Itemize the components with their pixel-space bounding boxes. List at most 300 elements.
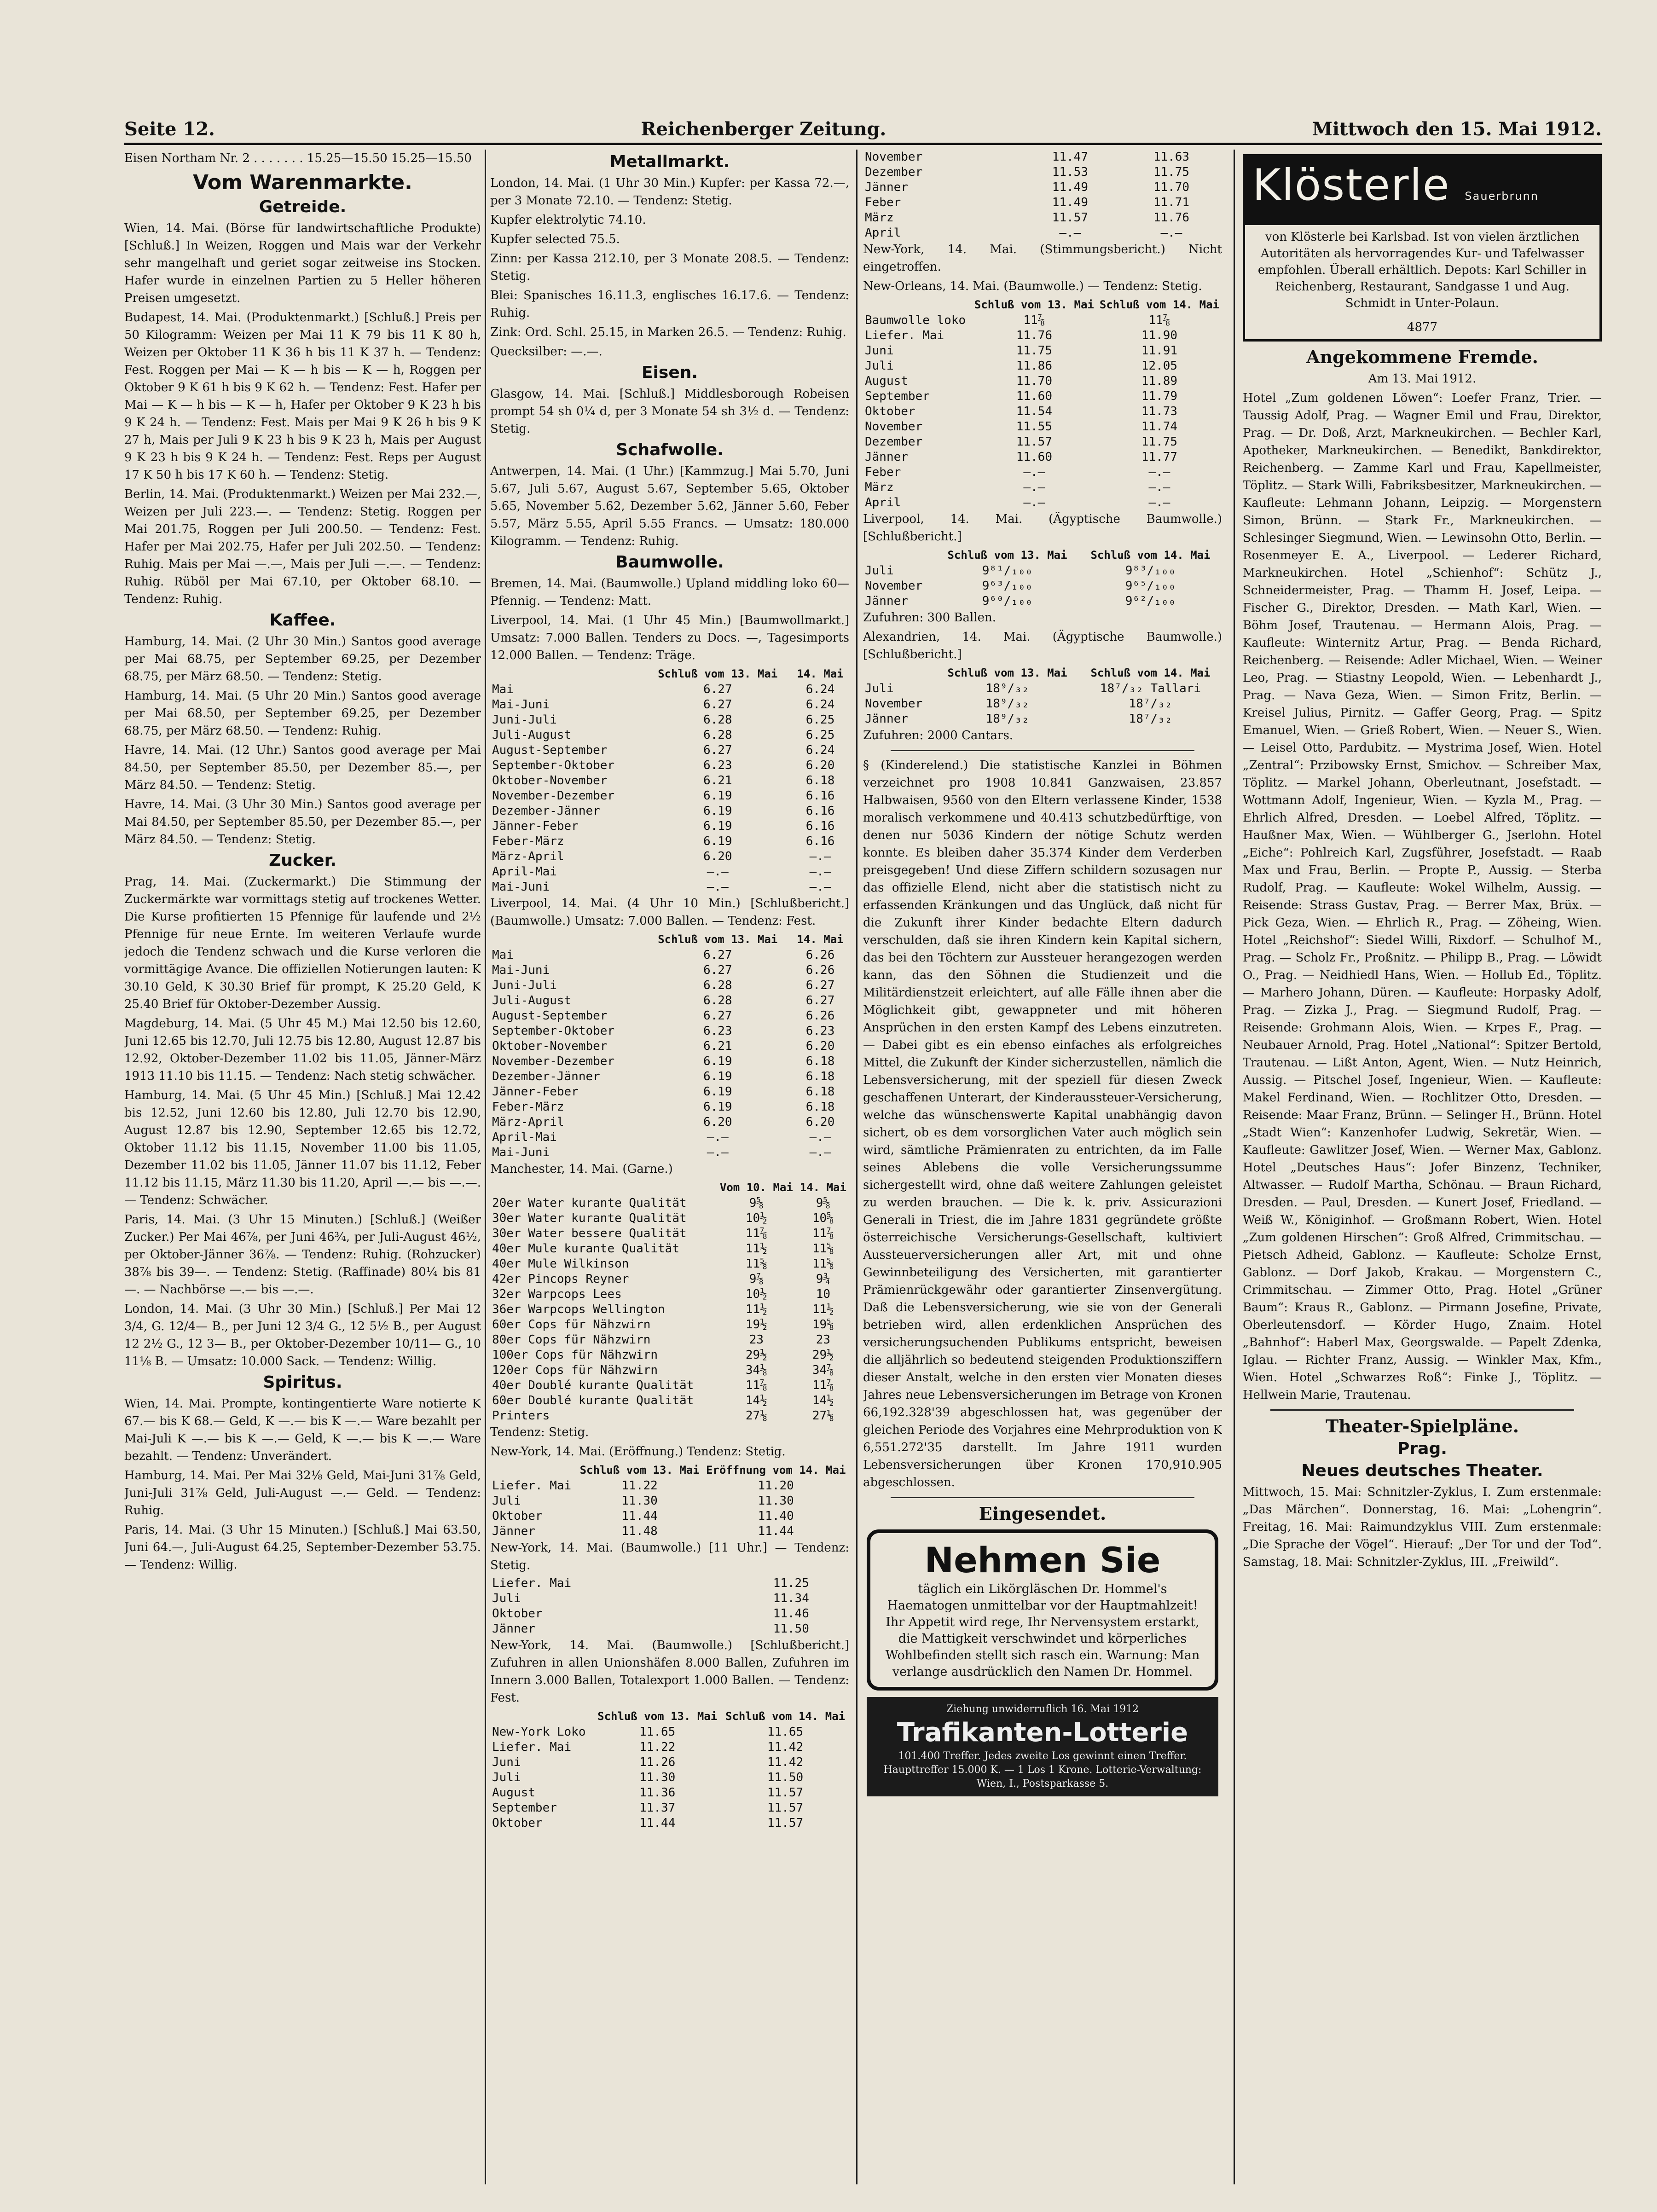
theater-city: Prag. [1397,1439,1447,1458]
intro-line: Eisen Northam Nr. 2 . . . . . . . 15.25—15.50 15.25—15.50 [124,151,472,165]
market-report: Liverpool, 14. Mai. (4 Uhr 10 Min.) [Schlußbericht.] (Baumwolle.) Umsatz: 7.000 Ballen. — Tendenz: Fest. [490,897,849,928]
table-value-cell: 6.27 [703,1009,732,1023]
table-value-cell: 11.30 [639,1771,676,1784]
table-label-cell: Juli [492,1771,521,1784]
table-value-cell: 6.28 [703,979,732,992]
table-header-cell: Schluß vom 14. Mai [1090,666,1211,679]
table-value-cell: 9⁸¹/₁₀₀ [982,564,1033,578]
table-value-cell: 9⁸³/₁₀₀ [1125,564,1176,578]
subsection-title: Metallmarkt. [609,152,730,171]
table-label-cell: November [865,150,923,164]
column-3 [863,150,1222,2184]
table-label-cell: Feber [865,465,901,479]
table-row [490,1509,849,1524]
market-report: Manchester, 14. Mai. (Garne.) [490,1162,673,1176]
table-row [490,1039,849,1054]
table-label-cell: Juni-Juli [492,713,557,727]
market-report: Quecksilber: —.—. [490,345,603,359]
price-table [490,1462,849,1539]
advert-text: von Klösterle bei Karlsbad. Ist von vielen ärztlichen Autoritäten als hervorragendes Kur- und Tafelwasser empfohlen. Überall erhältlich. Depots: Karl Schiller in Reichenberg, Restaurant, Sandgasse 1 und Aug. Schmidt in Unter-Polaun. [1257,230,1587,310]
table-row [863,419,1222,434]
table-label-cell: Juli [865,564,894,578]
table-row [863,328,1222,343]
table-value-cell: 27⅛ [812,1409,834,1423]
table-row [490,1785,849,1801]
market-report: New-Orleans, 14. Mai. (Baumwolle.) — Tendenz: Stetig. [863,279,1202,293]
table-value-cell: 27⅛ [745,1409,767,1423]
column-rule [856,150,857,2184]
table-value-cell: 11.50 [767,1771,804,1784]
table-label-cell: November [865,697,923,711]
table-value-cell: 6.27 [703,698,732,712]
table-value-cell: 11.22 [639,1740,676,1754]
table-label-cell: April [865,496,901,510]
table-value-cell: 11.22 [621,1479,658,1493]
table-row [863,343,1222,359]
table-value-cell: 11.44 [639,1816,676,1830]
table-value-cell: 11.75 [1016,344,1052,358]
table-value-cell: —.— [1148,481,1170,494]
table-row [863,450,1222,465]
table-header-row [490,1180,849,1196]
table-value-cell: 11.71 [1153,196,1190,209]
price-table [490,1180,849,1424]
table-value-cell: 6.27 [805,979,835,992]
table-row [490,1816,849,1831]
column-4 [1243,150,1602,2184]
table-row [490,1740,849,1755]
table-header-row [490,1708,849,1725]
table-value-cell: 6.25 [805,713,835,727]
table-header-cell [490,666,644,682]
table-row [863,712,1222,727]
table-row [490,864,849,880]
table-row [490,1606,849,1621]
table-value-cell: —.— [1059,226,1081,240]
theater-house: Neues deutsches Theater. [1301,1461,1543,1480]
subsection-title: Schafwolle. [616,440,724,459]
table-row [490,1591,849,1606]
table-value-cell: 6.23 [703,759,732,772]
table-label-cell: August-September [492,743,608,757]
table-value-cell: 11.57 [767,1801,804,1815]
table-value-cell: —.— [809,1146,831,1159]
table-value-cell: 6.27 [703,743,732,757]
market-report: Kupfer elektrolytic 74.10. [490,213,646,227]
table-row [490,1755,849,1770]
table-label-cell: September [865,389,930,403]
table-row [490,1145,849,1160]
table-value-cell: 11.48 [621,1524,658,1538]
table-header-cell: Schluß vom 14. Mai [1090,549,1211,562]
advert-text: 101.400 Treffer. Jedes zweite Los gewinnt einen Treffer. Haupttreffer 15.000 K. — 1 Los 1 Krone. Lotterie-Verwaltung: Wien, I., Postsparkasse 5. [883,1750,1202,1789]
table-label-cell: Juli [865,682,894,695]
table-header-cell: Eröffnung vom 14. Mai [706,1464,846,1477]
table-header-cell: Schluß vom 14. Mai [1099,298,1219,311]
table-value-cell: —.— [1023,496,1045,510]
table-value-cell: 6.16 [805,819,835,833]
table-value-cell: 6.18 [805,1085,835,1099]
advert-text: täglich ein Likörgläschen Dr. Hommel's Haematogen unmittelbar vor der Hauptmahlzeit! Ihr Appetit wird rege, Ihr Nervensystem erstarkt, die Mattigkeit verschwindet und körperliches Wohlbefinden stellt sich rasch ein. Warnung: Man verlange ausdrücklich den Namen Dr. Hommel. [885,1582,1200,1679]
table-value-cell: —.— [809,850,831,863]
table-value-cell: 11.79 [1141,389,1178,403]
table-value-cell: 11.57 [1016,435,1052,449]
table-value-cell: 9⁶³/₁₀₀ [982,579,1033,593]
table-value-cell: 11⅞ [812,1227,834,1240]
table-value-cell: 11.57 [1052,211,1088,225]
table-row [490,773,849,788]
table-label-cell: September [492,1801,557,1815]
market-report: Magdeburg, 14. Mai. (5 Uhr 45 M.) Mai 12.50 bis 12.60, Juni 12.65 bis 12.70, Juli 12.75 bis 12.80, August 12.87 bis 12.92, Oktober-Dezember 11.02 bis 11.05, Jänner-März 1913 11.10 bis 11.15. — Tendenz: Nach stetig schwächer. [124,1017,481,1083]
table-value-cell: 14½ [745,1394,767,1407]
table-value-cell: 11.44 [621,1509,658,1523]
table-value-cell: 9¾ [816,1272,831,1286]
table-label-cell: Jänner [865,712,908,726]
table-row [490,1287,849,1302]
market-report: Hamburg, 14. Mai. (2 Uhr 30 Min.) Santos good average per Mai 68.75, per September 69.25, per Dezember 68.75, per März 68.50. — Tendenz: Stetig. [124,635,481,683]
table-value-cell: 11.75 [1141,435,1178,449]
table-value-cell: 6.24 [805,698,835,712]
table-row [490,1130,849,1145]
table-row [490,1100,849,1115]
table-row [863,195,1222,210]
table-row [863,150,1222,165]
subsection-title: Baumwolle. [615,553,724,572]
advert-number: 4877 [1407,320,1438,334]
table-label-cell: Mai-Juni [492,880,550,894]
market-report: Hamburg, 14. Mai. Per Mai 32⅛ Geld, Mai-Juni 31⅞ Geld, Juni-Juli 31⅞ Geld, Juli-August —.— Geld. — Tendenz: Ruhig. [124,1469,481,1517]
table-value-cell: 6.28 [703,713,732,727]
table-value-cell: 11⅝ [745,1257,767,1271]
table-row [490,1211,849,1226]
table-value-cell: 6.19 [703,1054,732,1068]
table-value-cell: 6.26 [805,963,835,977]
table-label-cell: Dezember [865,435,923,449]
table-label-cell: 120er Cops für Nähzwirn [492,1363,658,1377]
table-label-cell: Mai-Juni [492,963,550,977]
table-row [863,404,1222,419]
table-label-cell: Liefer. Mai [865,329,944,342]
table-value-cell: 11½ [745,1303,767,1316]
table-value-cell: 10 [816,1287,831,1301]
table-row [490,1408,849,1424]
table-header-cell: 14. Mai [797,933,844,946]
table-row [490,1069,849,1084]
divider [1270,1409,1574,1411]
table-header-row [490,666,849,682]
table-value-cell: 11.44 [758,1524,794,1538]
table-row [490,849,849,864]
table-value-cell: 11.49 [1052,180,1088,194]
table-label-cell: November [865,579,923,593]
theater-schedule: Mittwoch, 15. Mai: Schnitzler-Zyklus, I. Zum erstenmale: „Das Märchen“. Donnerstag, 16. Mai: „Lohengrin“. Freitag, 16. Mai: Raimundzyklus VIII. Zum erstenmale: „Die Sprache der Vögel“. Hierauf: „Der Tor und der Tod“. Samstag, 18. Mai: Schnitzler-Zyklus, III. „Freiwild“. [1243,1485,1602,1569]
table-row [863,696,1222,712]
table-value-cell: 29½ [812,1348,834,1362]
table-value-cell: 11⅝ [812,1242,834,1256]
table-value-cell: 23 [749,1333,764,1347]
table-label-cell: Juli [492,1494,521,1508]
table-value-cell: 6.24 [805,683,835,696]
table-value-cell: 9⅝ [816,1196,831,1210]
table-value-cell: 6.24 [805,743,835,757]
price-table [490,1576,849,1637]
table-row [863,434,1222,450]
table-value-cell: 10⅝ [812,1211,834,1225]
market-report: New-York, 14. Mai. (Baumwolle.) [Schlußbericht.] Zufuhren in allen Unionshäfen 8.000 Ballen, Zufuhren im Innern 3.000 Ballen, Totalexport 1.000 Ballen. — Tendenz: Fest. [490,1639,849,1705]
table-value-cell: 11.70 [1016,374,1052,388]
table-label-cell: Feber-März [492,1100,564,1114]
table-label-cell: September-Oktober [492,1024,615,1038]
column-2 [490,150,849,2184]
table-value-cell: 11⅞ [1023,313,1045,327]
table-label-cell: Liefer. Mai [492,1479,572,1493]
table-value-cell: 11.86 [1016,359,1052,373]
table-row [490,880,849,895]
table-row [490,948,849,963]
price-table [863,547,1222,609]
table-value-cell: 6.19 [703,819,732,833]
table-header-row [863,665,1222,681]
price-table [490,666,849,895]
market-report: Hamburg, 14. Mai. (5 Uhr 45 Min.) [Schluß.] Mai 12.42 bis 12.52, Juni 12.60 bis 12.80, Juli 12.70 bis 12.90, August 12.87 bis 12.90, September 12.65 bis 12.72, Oktober 11.12 bis 11.15, November 11.00 bis 11.05, Dezember 11.02 bis 11.05, Jänner 11.07 bis 11.12, Feber 11.12 bis 11.15, März 11.30 bis 11.20, April —.— bis —.—. — Tendenz: Schwächer. [124,1089,481,1207]
table-label-cell: Oktober-November [492,774,608,788]
market-report: Zufuhren: 300 Ballen. [863,611,997,625]
table-row [490,993,849,1008]
table-value-cell: —.— [1148,465,1170,479]
table-value-cell: 6.16 [805,804,835,818]
advert-logo [1245,156,1599,225]
table-value-cell: 6.27 [703,683,732,696]
table-value-cell: 23 [816,1333,831,1347]
table-value-cell: 11.47 [1052,150,1088,164]
section-title: Angekommene Fremde. [1306,347,1538,367]
table-label-cell: 100er Cops für Nähzwirn [492,1348,658,1362]
table-row [490,1317,849,1332]
table-value-cell: 11.25 [773,1576,809,1590]
table-value-cell: 11.57 [767,1816,804,1830]
table-value-cell: —.— [1023,465,1045,479]
advert-lottery [867,1697,1218,1796]
table-label-cell: 32er Warpcops Lees [492,1287,622,1301]
table-label-cell: Oktober [492,1509,543,1523]
table-label-cell: Feber-März [492,834,564,848]
table-header-row [863,297,1222,313]
table-label-cell: Jänner [865,180,908,194]
table-value-cell: 6.19 [703,834,732,848]
table-value-cell: 6.26 [805,1009,835,1023]
table-value-cell: 18⁷/₃₂ Tallari [1100,682,1201,695]
table-header-cell [863,665,936,681]
table-value-cell: 18⁷/₃₂ [1129,712,1172,726]
table-value-cell: 9⅞ [749,1272,764,1286]
market-report: Zufuhren: 2000 Cantars. [863,729,1014,742]
market-report: Budapest, 14. Mai. (Produktenmarkt.) [Schluß.] Preis per 50 Kilogramm: Weizen per Mai 11 K 79 bis 11 K 80 h, Weizen per Oktober 11 K 36 h bis 11 K 37 h. — Tendenz: Fest. Roggen per Mai — K — h bis — K — h, Roggen per Oktober 9 K 61 h bis 9 K 62 h. — Tendenz: Fest. Hafer per Mai — K — h bis — K — h, Hafer per Oktober 9 K 23 h bis 9 K 24 h. — Tendenz: Fest. Mais per Mai 9 K 26 h bis 9 K 27 h, Mais per Juli 9 K 23 h bis 9 K 23 h, Mais per August 9 K 23 h bis 9 K 24 h. — Tendenz: Fest. Reps per August 17 K 50 h bis 17 K 60 h. — Tendenz: Stetig. [124,311,481,482]
table-header-cell: Schluß vom 13. Mai [947,666,1067,679]
table-label-cell: 60er Doublé kurante Qualität [492,1394,694,1407]
market-report: Havre, 14. Mai. (12 Uhr.) Santos good average per Mai 84.50, per September 85.50, per Dezember 85.—, per März 84.50. — Tendenz: Stetig. [124,743,481,792]
table-label-cell: Jänner [492,1622,535,1636]
table-label-cell: 40er Mule Wilkinson [492,1257,629,1271]
table-value-cell: 6.21 [703,1039,732,1053]
market-report: Paris, 14. Mai. (3 Uhr 15 Minuten.) [Schluß.] Mai 63.50, Juni 64.—, Juli-August 64.25, September-Dezember 53.75. — Tendenz: Willig. [124,1523,481,1572]
table-value-cell: —.— [1023,481,1045,494]
table-value-cell: 11.49 [1052,196,1088,209]
table-row [490,804,849,819]
table-row [863,389,1222,404]
market-report: Wien, 14. Mai. (Börse für landwirtschaftliche Produkte) [Schluß.] In Weizen, Roggen und Mais war der Verkehr sehr mangelhaft und geriet sogar zeitweise ins Stocken. Hafer wurde in einzelnen Partien zu 5 Heller höheren Preisen umgesetzt. [124,221,481,305]
table-value-cell: 6.27 [703,963,732,977]
table-value-cell: 11.50 [773,1622,809,1636]
table-value-cell: 6.25 [805,728,835,742]
table-label-cell: Dezember-Jänner [492,804,600,818]
advert-kloesterle [1243,154,1602,342]
market-report: Liverpool, 14. Mai. (1 Uhr 45 Min.) [Baumwollmarkt.] Umsatz: 7.000 Ballen. Tenders zu Docs. —, Tagesimports 12.000 Ballen. — Tendenz: Träge. [490,614,849,662]
market-report: Hamburg, 14. Mai. (5 Uhr 20 Min.) Santos good average per Mai 68.50, per September 69.25, per Dezember 68.75, per März 68.50. — Tendenz: Ruhig. [124,689,481,738]
section-title: Vom Warenmarkte. [193,171,412,194]
table-label-cell: April-Mai [492,1130,557,1144]
divider [891,750,1194,751]
table-value-cell: 6.18 [805,1054,835,1068]
table-label-cell: New-York Loko [492,1725,586,1739]
table-value-cell: 10½ [745,1287,767,1301]
table-label-cell: Juni-Juli [492,979,557,992]
advert-headline: Trafikanten-Lotterie [897,1718,1188,1748]
market-report: Kupfer selected 75.5. [490,232,620,246]
table-row [490,1024,849,1039]
table-header-cell: Schluß vom 14. Mai [725,1710,846,1723]
market-report: Prag, 14. Mai. (Zuckermarkt.) Die Stimmung der Zuckermärkte war vormittags stetig auf trockenes Wetter. Die Kurse profitierten 15 Pfennige für laufende und 2½ Pfennige für neue Ernte. Im weiteren Verlaufe wurde jedoch die Tendenz schwach und die Kurse verloren die vormittägige Avance. Die offiziellen Notierungen lauten: K 30.10 Geld, K 30.30 Brief für prompt, K 25.20 Geld, K 25.40 Brief für Oktober-Dezember Aussig. [124,875,481,1011]
table-label-cell: Juli-August [492,994,572,1008]
table-value-cell: 9⁶⁵/₁₀₀ [1125,579,1176,593]
table-row [490,1084,849,1100]
table-value-cell: 11.30 [621,1494,658,1508]
table-label-cell: Jänner [865,450,908,464]
table-header-cell [490,1462,577,1478]
table-value-cell: 6.16 [805,834,835,848]
table-label-cell: 40er Mule kurante Qualität [492,1242,679,1256]
table-row [863,480,1222,495]
table-value-cell: 11.40 [758,1509,794,1523]
table-value-cell: 11⅝ [812,1257,834,1271]
table-label-cell: März [865,211,894,225]
column-rule [1234,150,1235,2184]
market-report: Paris, 14. Mai. (3 Uhr 15 Minuten.) [Schluß.] (Weißer Zucker.) Per Mai 46⅞, per Juni 46¾, per Juli-August 46½, per Oktober-Jänner 36⅞. — Tendenz: Ruhig. (Rohzucker) 38⅞ bis 39—. — Tendenz: Stetig. (Raffinade) 80¼ bis 81—. — Nachbörse —.— bis —.—. [124,1213,481,1297]
table-value-cell: 11.55 [1016,420,1052,434]
market-report: Liverpool, 14. Mai. (Ägyptische Baumwolle.) [Schlußbericht.] [863,512,1222,544]
table-row [863,226,1222,241]
table-row [490,819,849,834]
table-row [490,1272,849,1287]
table-value-cell: 11.77 [1141,450,1178,464]
table-value-cell: 11⅞ [745,1378,767,1392]
table-label-cell: Mai [492,948,514,962]
table-value-cell: —.— [707,1130,729,1144]
table-row [863,495,1222,510]
market-report: Alexandrien, 14. Mai. (Ägyptische Baumwolle.) [Schlußbericht.] [863,630,1222,661]
page-header [124,115,1602,145]
table-header-row [490,932,849,948]
table-label-cell: April-Mai [492,865,557,879]
table-value-cell: 11.65 [767,1725,804,1739]
table-header-cell [490,1180,716,1196]
table-row [863,681,1222,696]
article-kinderelend: § (Kinderelend.) Die statistische Kanzlei in Böhmen verzeichnet pro 1908 10.841 Ganzwaisen, 23.857 Halbwaisen, 9560 von den Eltern verlassene Kinder, 1538 moralisch verkommene und 40.413 schutzbedürftige, von denen nur 5036 Kindern der nötige Schutz werden konnte. Es bleiben daher 35.374 Kinder dem Verderben preisgegeben! Und diese Ziffern schildern sozusagen nur das offizielle Elend, nicht aber die statistisch nicht zu erfassenden Kränkungen und das Unglück, daß nicht für die Zukunft ihrer Kinder bedachte Eltern dadurch verschulden, daß sie ihren Kindern kein Kapital sichern, das bei den Töchtern zur Aussteuer herangezogen werden kann, das den Söhnen die Studienzeit und die Militärdienstzeit erleichtert, auf alle Fälle ihnen aber die Möglichkeit gibt, gewappneter und mit höheren Ansprüchen in den ersten Kampf des Lebens einzutreten. — Dabei gibt es ein ebenso einfaches als erfolgreiches Mittel, die Zukunft der Kinder sicherzustellen, nämlich die Lebensversicherung, mit der speziell für diesen Zweck geschaffenen Unterart, der Kinderaussteuer-Versicherung, welche das wünschenswerte Kapital unabhängig davon sichert, ob es dem vorsorglichen Vater auch möglich sein wird, sämtliche Prämienraten zu entrichten, da im Falle seines Ablebens die volle Versicherungssumme sichergestellt wird, ohne daß weitere Zahlungen geleistet zu werden brauchen. — Die k. k. priv. Assicurazioni Generali in Triest, die im Jahre 1831 gegründete größte österreichische Versicherungs-Gesellschaft, kultiviert Aussteuerversicherungen aller Art, mit und ohne Gewinnbeteiligung des Versicherten, mit garantierter Prämienrückgewähr oder garantierter Zinsenvergütung. Daß die Lebensversicherung, wie sie von der Generali betrieben wird, allen erdenklichen Ansprüchen des versicherungsuchenden Publikums entspricht, beweisen die alljährlich so bedeutend steigenden Produktionsziffern dieser Anstalt, welche in den ersten vier Monaten dieses Jahres neue Lebensversicherungen im Betrage von Kronen 66,192.328'39 abgeschlossen hat, was gegenüber der gleichen Periode des Vorjahres eine Mehrproduktion von K 6,551.272'35 darstellt. Im Jahre 1911 wurden Lebensversicherungen über Kronen 170,910.905 abgeschlossen. [863,759,1222,1489]
table-label-cell: Baumwolle loko [865,313,966,327]
table-header-cell: Schluß vom 13. Mai [658,667,778,680]
table-label-cell: Printers [492,1409,550,1423]
table-header-cell: 14. Mai [797,667,844,680]
table-row [490,697,849,712]
advert-date: Ziehung unwiderruflich 16. Mai 1912 [946,1703,1139,1715]
advert-logo-sub: Sauerbrunn [1465,190,1539,203]
table-label-cell: Jänner [492,1524,535,1538]
table-value-cell: 6.19 [703,1100,732,1114]
table-value-cell: 11⅞ [1148,313,1170,327]
table-label-cell: 36er Warpcops Wellington [492,1303,665,1316]
table-value-cell: 18⁹/₃₂ [985,682,1029,695]
table-label-cell: Juli [492,1592,521,1605]
table-header-cell: Vom 10. Mai [719,1181,793,1194]
guest-list: Hotel „Zum goldenen Löwen“: Loefer Franz, Trier. — Taussig Adolf, Prag. — Wagner Emil und Frau, Direktor, Prag. — Dr. Doß, Arzt, Markneukirchen. — Bechler Karl, Apotheker, Markneukirchen. — Benedikt, Bankdirektor, Reichenberg. — Zamme Karl und Frau, Kapellmeister, Töplitz. — Stark Willi, Fabriksbesitzer, Markneukirchen. — Kaufleute: Lehmann Johann, Leipzig. — Morgenstern Simon, Brünn. — Stark Fr., Markneukirchen. — Schlesinger Siegmund, Wien. — Lewinsohn Otto, Berlin. — Rosenmeyer E. A., Liverpool. — Lederer Richard, Markneukirchen. Hotel „Schienhof“: Schütz J., Schneidermeister, Prag. — Thamm H. Josef, Leipa. — Fischer G., Direktor, Dresden. — Math Karl, Wien. — Böhm Josef, Trautenau. — Hermann Alois, Prag. — Kaufleute: Winternitz Artur, Prag. — Benda Richard, Reichenberg. — Reisende: Adler Michael, Wien. — Weiner Leo, Prag. — Stiastny Leopold, Wien. — Lebenhardt J., Prag. — Nava Geza, Wien. — Simon Fritz, Berlin. — Kreisel Julius, Pirnitz. — Gaffer Georg, Prag. — Spitz Emanuel, Wien. — Grieß Robert, Wien. — Neuer S., Wien. — Leisel Otto, Pardubitz. — Mystrima Josef, Wien. Hotel „Zentral“: Przibowsky Ernst, Smichov. — Schreiber Max, Töplitz. — Markel Johann, Oberleutnant, Josefstadt. — Wottmann Adolf, Ingenieur, Wien. — Kyzla M., Prag. — Ehrlich Alfred, Dresden. — Loebel Alfred, Töplitz. — Haußner Max, Wien. — Wühlberger G., Jserlohn. Hotel „Eiche“: Pohlreich Karl, Zugsführer, Josefstadt. — Raab Max und Frau, Berlin. — Propte P., Aussig. — Sterba Rudolf, Prag. — Kaufleute: Wokel Wilhelm, Aussig. — Reisende: Strass Gustav, Prag. — Berrer Max, Brüx. — Pick Geza, Wien. — Ehrlich R., Prag. — Zöheing, Wien. Hotel „Reichshof“: Siedel Willi, Rixdorf. — Schulhof M., Prag. — Scholz Fr., Proßnitz. — Philipp B., Prag. — Löwidt O., Prag. — Neidhiedl Hans, Wien. — Hollub Ed., Töplitz. — Marhero Johann, Düren. — Kaufleute: Horpasky Adolf, Prag. — Zizka J., Prag. — Siegmund Rudolf, Prag. — Reisende: Grohmann Alois, Wien. — Krpes F., Prag. — Neubauer Arnold, Prag. Hotel „National“: Spitzer Bertold, Trautenau. — Lißt Anton, Agent, Wien. — Nutz Heinrich, Aussig. — Pitschel Josef, Ingenieur, Wien. — Kaufleute: Makel Ferdinand, Wien. — Rochlitzer Otto, Dresden. — Reisende: Maar Franz, Brünn. — Selinger H., Brünn. Hotel „Stadt Wien“: Kanzenhofer Ludwig, Sekretär, Wien. — Kaufleute: Gawlitzer Josef, Wien. — Werner Max, Gablonz. Hotel „Deutsches Haus“: Jofer Binzenz, Techniker, Altwasser. — Rudolf Martha, Schönau. — Braun Richard, Dresden. — Paul, Dresden. — Kunert Josef, Friedland. — Weiß W., Königinhof. — Großmann Robert, Wien. Hotel „Zum goldenen Hirschen“: Groß Alfred, Crimmitschau. — Pietsch Adheid, Gablonz. — Kaufleute: Scholze Ernst, Gablonz. — Dorf Jakob, Krakau. — Morgenstern C., Crimmitschau. — Zimmer Otto, Prag. Hotel „Grüner Baum“: Kraus R., Gablonz. — Pirmann Josefine, Private, Oberleutensdorf. — Körder Hugo, Znaim. Hotel „Bahnhof“: Haberl Max, Georgswalde. — Papelt Zdenka, Iglau. — Richter Franz, Aussig. — Winkler Max, Kfm., Wien. Hotel „Schwarzes Roß“: Finke J., Töplitz. — Hellwein Marie, Trautenau. [1243,391,1602,1402]
table-value-cell: 6.16 [805,789,835,803]
subsection-title: Spiritus. [263,1373,342,1392]
table-value-cell: 6.28 [703,994,732,1008]
table-value-cell: —.— [1148,496,1170,510]
table-row [863,374,1222,389]
table-label-cell: September-Oktober [492,759,615,772]
table-value-cell: 12.05 [1141,359,1178,373]
table-row [490,1008,849,1024]
table-label-cell: Jänner [865,594,908,608]
table-row [490,788,849,804]
table-row [490,963,849,978]
table-row [863,594,1222,609]
table-value-cell: 11.65 [639,1725,676,1739]
table-value-cell: 6.19 [703,1085,732,1099]
newspaper-title: Reichenberger Zeitung. [641,118,886,140]
table-value-cell: 10½ [745,1211,767,1225]
table-value-cell: 9⁶⁰/₁₀₀ [982,594,1033,608]
table-header-cell: Schluß vom 13. Mai [597,1710,718,1723]
table-label-cell: März-April [492,850,564,863]
table-value-cell: 6.28 [703,728,732,742]
table-row [490,1378,849,1393]
table-label-cell: 42er Pincops Reyner [492,1272,629,1286]
table-value-cell: 6.18 [805,1100,835,1114]
table-value-cell: 11.73 [1141,405,1178,418]
table-value-cell: —.— [809,1130,831,1144]
table-value-cell: —.— [809,880,831,894]
table-value-cell: 11.76 [1016,329,1052,342]
table-value-cell: 6.18 [805,1070,835,1083]
table-label-cell: Jänner-Feber [492,819,579,833]
subsection-title: Getreide. [259,197,347,216]
market-report: New-York, 14. Mai. (Stimmungsbericht.) Nicht eingetroffen. [863,243,1222,274]
table-value-cell: 6.19 [703,789,732,803]
market-report: New-York, 14. Mai. (Baumwolle.) [11 Uhr.] — Tendenz: Stetig. [490,1541,849,1572]
table-row [490,1054,849,1069]
table-value-cell: 11.75 [1153,165,1190,179]
market-report: Bremen, 14. Mai. (Baumwolle.) Upland middling loko 60— Pfennig. — Tendenz: Matt. [490,577,849,608]
table-row [863,210,1222,226]
table-row [490,1196,849,1211]
table-header-cell: 14. Mai [800,1181,846,1194]
table-value-cell: 19⅝ [812,1318,834,1332]
table-value-cell: 11.91 [1141,344,1178,358]
market-report: Havre, 14. Mai. (3 Uhr 30 Min.) Santos good average per Mai 84.50, per September 85.50, per Dezember 85.—, per März 84.50. — Tendenz: Stetig. [124,798,481,846]
table-row [490,758,849,773]
table-label-cell: Mai [492,683,514,696]
